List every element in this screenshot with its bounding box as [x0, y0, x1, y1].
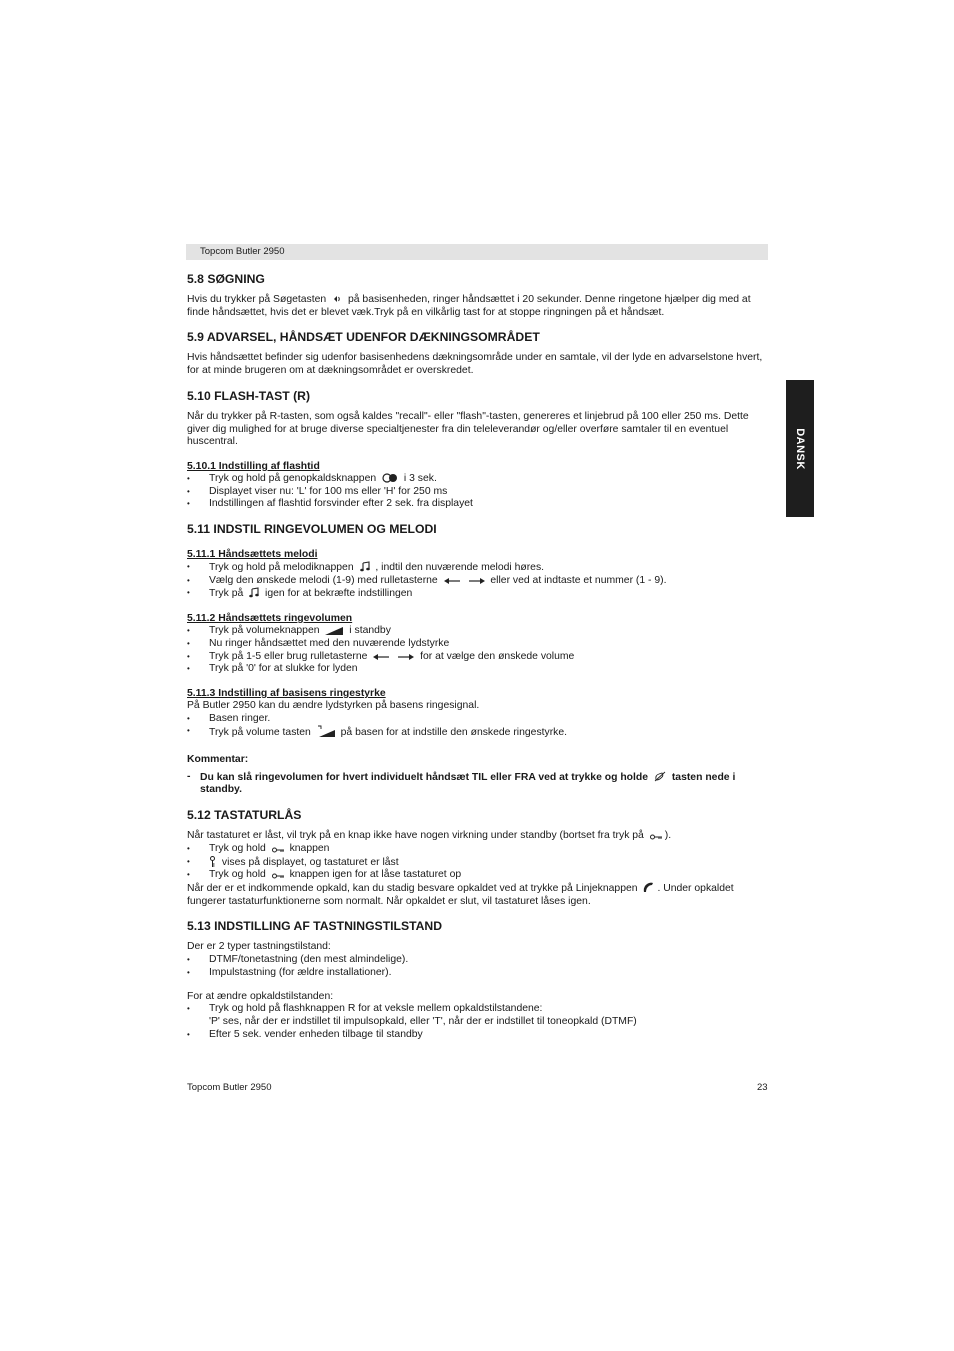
arrow-left-icon [444, 577, 460, 585]
footer-title: Topcom Butler 2950 [187, 1082, 272, 1093]
subsection-title-5-11-2: 5.11.2 Håndsættets ringevolumen [187, 613, 353, 625]
list-item: • Displayet viser nu: 'L' for 100 ms eller 'H' for 250 ms [187, 486, 768, 499]
list-item: • Tryk og hold på genopkaldsknappen i 3 sek. [187, 473, 768, 486]
list-item: • Tryk på 1-5 eller brug rulletasterne for at vælge den ønskede volume [187, 651, 768, 664]
paragraph: På Butler 2950 kan du ændre lydstyrken på basens ringesignal. [187, 699, 480, 711]
page-number: 23 [757, 1082, 768, 1093]
handset-mute-icon [654, 771, 666, 782]
section-title-5-13: 5.13 INDSTILLING AF TASTNINGSTILSTAND [187, 919, 443, 934]
arrow-right-icon [469, 577, 485, 585]
language-tab-label: DANSK [794, 427, 806, 470]
lock-icon [209, 856, 216, 867]
list-item: • Tryk og hold på flashknappen R for at veksle mellem opkaldstilstandene: [187, 1003, 768, 1016]
subsection-title-5-11-3: 5.11.3 Indstilling af basisens ringestyrke [187, 687, 386, 699]
key-icon [272, 847, 284, 853]
paragraph: Der er 2 typer tastningstilstand: [187, 941, 331, 953]
list-item: • Nu ringer håndsættet med den nuværende lydstyrke [187, 638, 768, 651]
comment-item: - Du kan slå ringevolumen for hvert individuelt håndsæt TIL eller FRA ved at trykke og holde tasten nede i standby. [187, 770, 736, 796]
phone-icon [643, 882, 654, 893]
list-item: • vises på displayet, og tastaturet er låst [187, 856, 768, 870]
paragraph: Når tastaturet er låst, vil tryk på en knap ikke have nogen virkning under standby (bortset fra tryk på ). [187, 830, 672, 842]
subsection-title-5-11-1: 5.11.1 Håndsættets melodi [187, 549, 318, 561]
list-item: • Efter 5 sek. vender enheden tilbage til standby [187, 1029, 768, 1042]
section-title-5-9: 5.9 ADVARSEL, HÅNDSÆT UDENFOR DÆKNINGSOMRÅDET [187, 330, 540, 345]
list-item: • Tryk og hold på melodiknappen , indtil den nuværende melodi høres. [187, 561, 768, 575]
language-tab [786, 380, 814, 517]
paragraph: Når der er et indkommende opkald, kan du stadig besvare opkaldet ved at trykke på Linjeknappen . Under opkaldet fungerer tastaturfunktionerne som normalt. Når opkaldet er slut, vil tastaturet låses igen. [187, 882, 734, 907]
arrow-right-icon [398, 653, 414, 661]
key-icon [272, 873, 284, 879]
comment-title: Kommentar: [187, 754, 249, 766]
comment-dash: - [187, 770, 191, 782]
list-item: • Impulstastning (for ældre installationer). [187, 967, 768, 980]
list-item: • Tryk på '0' for at slukke for lyden [187, 663, 768, 676]
section-title-5-12: 5.12 TASTATURLÅS [187, 808, 302, 823]
list-item: • Tryk på volume tasten på basen for at indstille den ønskede ringestyrke. [187, 725, 768, 740]
section-title-5-11: 5.11 INDSTIL RINGEVOLUMEN OG MELODI [187, 522, 437, 537]
arrow-left-icon [373, 653, 389, 661]
music-note-icon [360, 561, 370, 572]
list-item: • Vælg den ønskede melodi (1-9) med rulletasterne eller ved at indtaste et nummer (1 - 9). [187, 575, 768, 588]
music-note-icon [249, 587, 259, 598]
header-title: Topcom Butler 2950 [200, 246, 285, 257]
list-item: • Tryk på volumeknappen i standby [187, 625, 768, 638]
paragraph: Hvis håndsættet befinder sig udenfor basisenhedens dækningsområde under en samtale, vil der lyde en advarselstone hvert, for at minde brugeren om at dækningsområdet er overskredet. [187, 352, 763, 377]
page-icon [332, 294, 342, 304]
subsection-title-5-10-1: 5.10.1 Indstilling af flashtid [187, 460, 320, 472]
main-content [187, 272, 768, 1041]
list-item: • Tryk og hold knappen igen for at låse tastaturet op [187, 869, 768, 882]
list-item: • Tryk og hold knappen [187, 843, 768, 856]
paragraph: Hvis du trykker på Søgetasten på basisenheden, ringer håndsættet i 20 sekunder. Denne ringetone hjælper dig med at finde håndsættet, hvis det er blevet væk.Tryk på en vilkårlig tast for at stoppe ringningen på et håndsæt. [187, 294, 751, 318]
running-header [186, 244, 768, 260]
volume-icon [325, 627, 343, 635]
list-item: • DTMF/tonetastning (den mest almindelige). [187, 954, 768, 967]
base-volume-icon [317, 725, 335, 737]
list-item: • Indstillingen af flashtid forsvinder efter 2 sek. fra displayet [187, 498, 768, 511]
section-title-5-10: 5.10 FLASH-TAST (R) [187, 388, 311, 403]
list-item-continuation: 'P' ses, når der er indstillet til impulsopkald, eller 'T', når der er indstillet til toneopkald (DTMF) [209, 1015, 637, 1027]
key-icon [650, 834, 662, 840]
redial-icon [382, 473, 398, 483]
list-item: • Tryk på igen for at bekræfte indstillingen [187, 587, 768, 601]
paragraph: Når du trykker på R-tasten, som også kaldes "recall"- eller "flash"-tasten, genereres et linjebrud på 100 eller 250 ms. Dette giver dig mulighed for at bruge diverse specialtjenester fra din teleleverandør og/eller overføre samtaler til en eventuel huscentral. [187, 410, 749, 448]
list-item: • Basen ringer. [187, 713, 768, 726]
section-title-5-8: 5.8 SØGNING [187, 272, 265, 286]
paragraph: For at ændre opkaldstilstanden: [187, 990, 334, 1002]
